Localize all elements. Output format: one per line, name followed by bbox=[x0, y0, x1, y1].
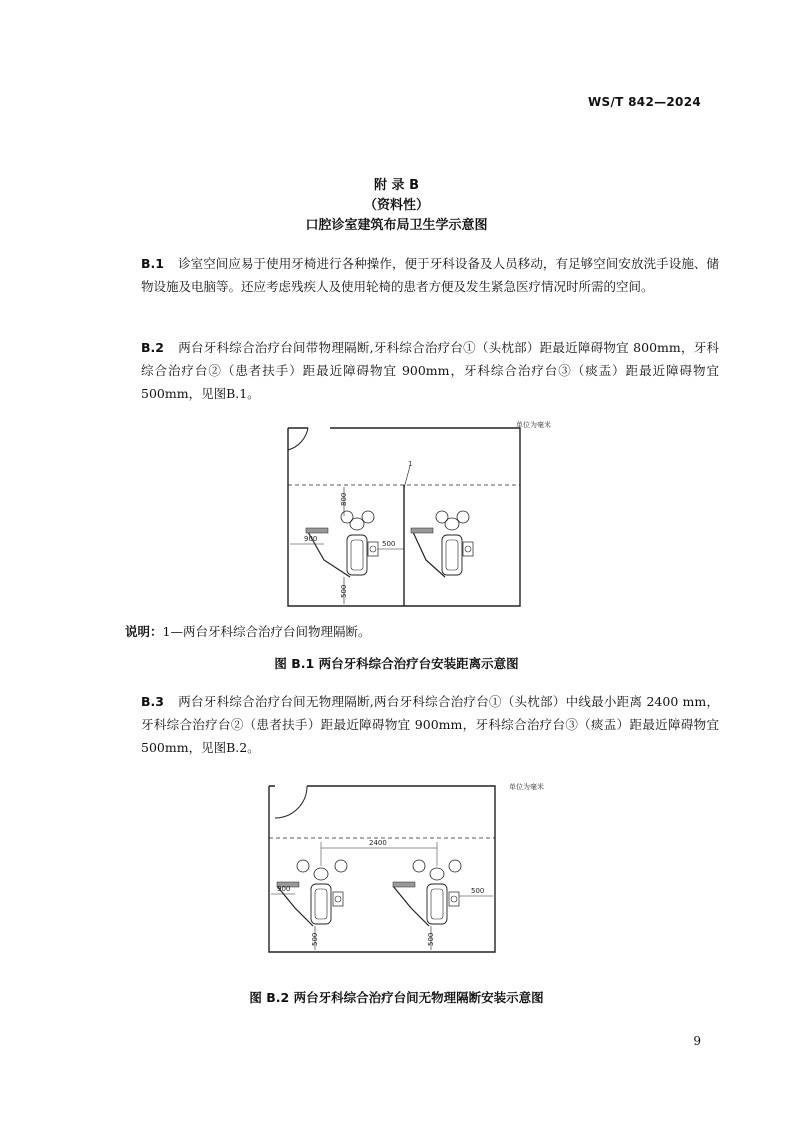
figure-b1 bbox=[258, 420, 585, 610]
figure-b2-caption: 图 B.2 两台牙科综合治疗台间无物理隔断安装示意图 bbox=[249, 990, 544, 1005]
dim-right: 500 bbox=[471, 887, 485, 895]
dim-bottom-right: 500 bbox=[427, 932, 435, 946]
appendix-title: 口腔诊室建筑布局卫生学示意图 bbox=[305, 218, 488, 233]
appendix-nature: （资料性） bbox=[363, 198, 429, 213]
figure-b1-legend bbox=[125, 622, 370, 640]
dim-right: 500 bbox=[382, 540, 396, 548]
paragraph-b1 bbox=[141, 252, 719, 298]
paragraph-b2 bbox=[141, 336, 719, 405]
standard-code: WS/T 842—2024 bbox=[588, 95, 701, 109]
door-swing-icon bbox=[288, 428, 308, 450]
door-swing-icon bbox=[269, 786, 307, 818]
paragraph-text: 诊室空间应易于使用牙椅进行各种操作，便于牙科设备及人员移动，有足够空间安放洗手设施、储物设施及电脑等。还应考虑残疾人及使用轮椅的患者方便及发生紧急医疗情况时所需的空间。 bbox=[141, 256, 719, 294]
partition-label: 1 bbox=[408, 460, 413, 468]
appendix-label: 附 录 B bbox=[374, 178, 419, 193]
dim-center: 2400 bbox=[369, 839, 387, 847]
dim-left: 900 bbox=[277, 885, 291, 893]
room-walls bbox=[269, 786, 495, 952]
paragraph-b3 bbox=[141, 690, 719, 759]
legend-prefix: 说明： bbox=[125, 624, 163, 639]
figure-b2 bbox=[255, 776, 555, 956]
dental-unit-left bbox=[277, 860, 347, 926]
unit-note: 单位为毫米 bbox=[516, 421, 551, 429]
figure-b1-caption: 图 B.1 两台牙科综合治疗台安装距离示意图 bbox=[274, 656, 519, 671]
paragraph-number: B.3 bbox=[141, 694, 164, 709]
floor-plan-b1 bbox=[258, 420, 585, 610]
paragraph-text: 两台牙科综合治疗台间无物理隔断,两台牙科综合治疗台①（头枕部）中线最小距离 2400 mm，牙科综合治疗台②（患者扶手）距最近障碍物宜 900mm，牙科综合治疗台③（痰盂）距最近障碍物宜 500mm，见图B.2。 bbox=[141, 694, 719, 755]
page-number: 9 bbox=[693, 1034, 701, 1048]
floor-plan-b2 bbox=[255, 776, 555, 956]
unit-note: 单位为毫米 bbox=[509, 783, 544, 791]
dim-bottom-left: 500 bbox=[311, 932, 319, 946]
dental-unit-right bbox=[393, 860, 461, 926]
dim-bottom: 500 bbox=[340, 584, 348, 598]
paragraph-number: B.2 bbox=[141, 340, 164, 355]
paragraph-number: B.1 bbox=[141, 256, 164, 271]
paragraph-text: 两台牙科综合治疗台间带物理隔断,牙科综合治疗台①（头枕部）距最近障碍物宜 800mm，牙科综合治疗台②（患者扶手）距最近障碍物宜 900mm，牙科综合治疗台③（痰盂）距最近障碍物宜 500mm，见图B.1。 bbox=[141, 340, 719, 401]
dental-unit-right bbox=[411, 511, 473, 577]
dim-left: 900 bbox=[304, 535, 318, 543]
dim-top: 800 bbox=[340, 492, 348, 506]
legend-text: 1—两台牙科综合治疗台间物理隔断。 bbox=[162, 624, 371, 639]
